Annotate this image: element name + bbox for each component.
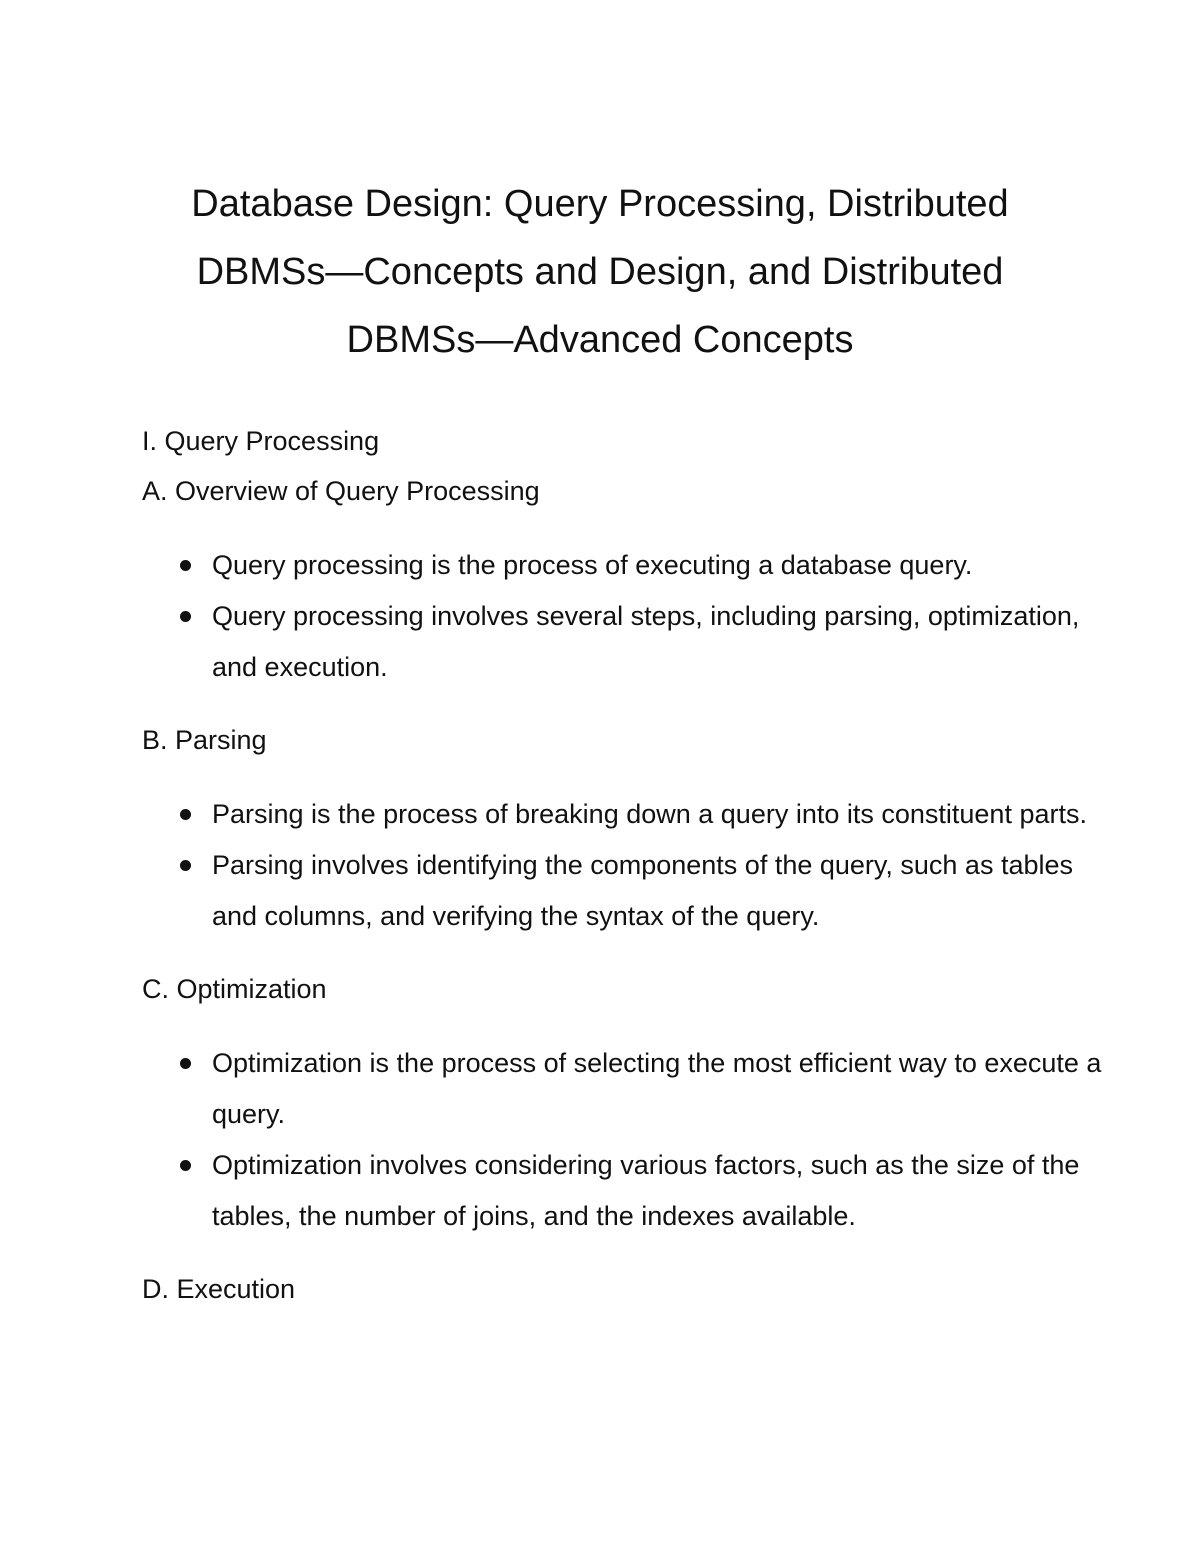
title-line: Database Design: Query Processing, Distributed (191, 183, 1009, 225)
bullet-icon (180, 1058, 191, 1069)
subsection-heading-overview: A. Overview of Query Processing (142, 476, 540, 506)
bullet-icon (180, 860, 191, 871)
document-body (142, 416, 1102, 1314)
list-item-text: Parsing is the process of breaking down a query into its constituent parts. (212, 799, 1087, 829)
bullet-list-overview (142, 540, 1102, 693)
list-item-text: Parsing involves identifying the components of the query, such as tables and columns, and verifying the syntax of the query. (212, 850, 1073, 931)
bullet-icon (180, 611, 191, 622)
list-item (142, 1038, 1102, 1140)
title-line: DBMSs—Advanced Concepts (346, 319, 854, 361)
section-heading: I. Query Processing (142, 426, 380, 456)
document-title (100, 170, 1100, 374)
list-item (142, 540, 1102, 591)
list-item-text: Optimization is the process of selecting the most efficient way to execute a query. (212, 1048, 1102, 1129)
bullet-icon (180, 809, 191, 820)
bullet-icon (180, 1160, 191, 1171)
list-item-text: Query processing involves several steps, including parsing, optimization, and execution. (212, 601, 1080, 682)
list-item (142, 840, 1102, 942)
subsection-heading-parsing: B. Parsing (142, 725, 267, 755)
title-line: DBMSs—Concepts and Design, and Distributed (196, 251, 1004, 293)
list-item (142, 591, 1102, 693)
list-item-text: Optimization involves considering various factors, such as the size of the tables, the number of joins, and the indexes available. (212, 1150, 1080, 1231)
bullet-list-parsing (142, 789, 1102, 942)
list-item (142, 789, 1102, 840)
list-item-text: Query processing is the process of executing a database query. (212, 550, 973, 580)
subsection-heading-execution: D. Execution (142, 1274, 296, 1304)
list-item (142, 1140, 1102, 1242)
subsection-heading-optimization: C. Optimization (142, 974, 327, 1004)
bullet-icon (180, 560, 191, 571)
bullet-list-optimization (142, 1038, 1102, 1242)
